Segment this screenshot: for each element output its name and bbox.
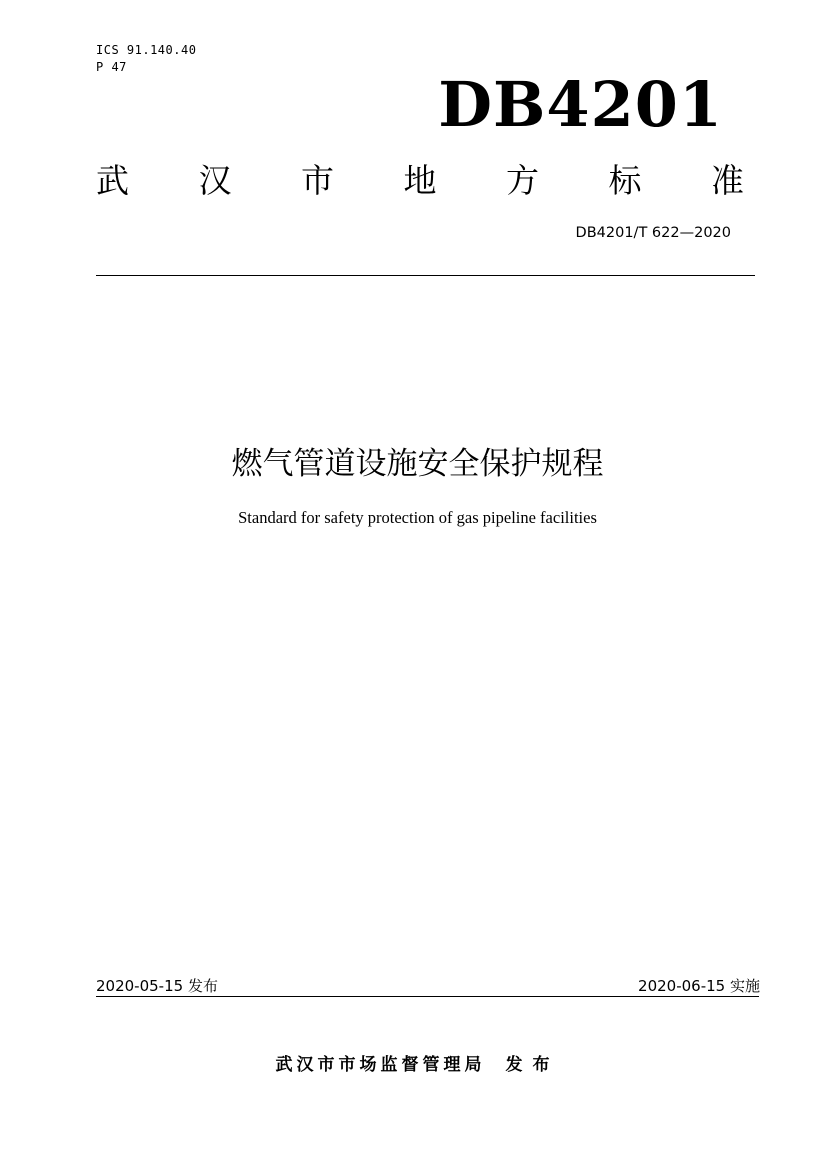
standard-type-char: 地	[403, 161, 437, 200]
standard-type-char: 准	[711, 161, 744, 200]
publisher: 武汉市市场监督管理局	[275, 1055, 486, 1075]
implementation-date: 2020-06-15 实施	[638, 977, 760, 995]
ics-code: ICS 91.140.40	[96, 43, 197, 57]
top-divider	[96, 275, 755, 276]
bottom-divider	[96, 996, 759, 997]
standard-code: DB4201	[438, 68, 723, 141]
publisher-line	[0, 1054, 815, 1076]
publish-word: 发布	[505, 1055, 560, 1075]
standard-type-char: 市	[301, 161, 334, 200]
document-title-cn: 燃气管道设施安全保护规程	[231, 446, 604, 482]
standard-type-char: 方	[506, 161, 539, 200]
issue-date: 2020-05-15 发布	[96, 977, 218, 995]
standard-type	[96, 158, 744, 204]
document-title-en: Standard for safety protection of gas pipeline facilities	[238, 508, 597, 527]
standard-type-char: 武	[96, 161, 129, 200]
standard-type-char: 标	[608, 161, 642, 200]
standard-number: DB4201/T 622—2020	[575, 225, 731, 241]
p-code: P 47	[96, 60, 127, 74]
standard-type-char: 汉	[198, 161, 232, 200]
